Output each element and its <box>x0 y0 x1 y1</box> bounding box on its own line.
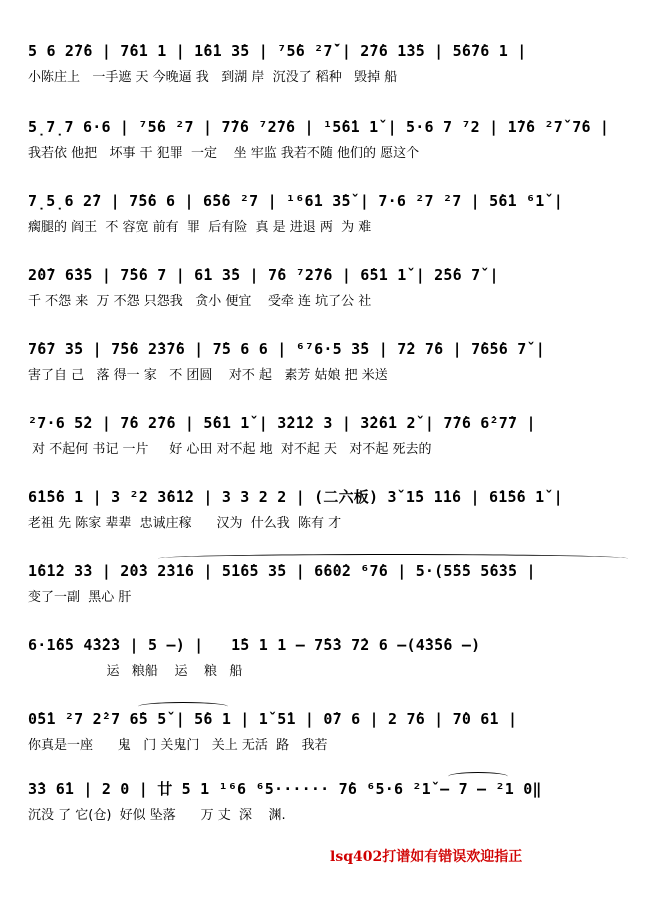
lyric-line: 运 粮船 运 粮 船 <box>28 664 243 679</box>
lyric-line: 千 不怨 来 万 不怨 只怨我 贪小 便宜 受牵 连 坑了公 社 <box>28 294 372 309</box>
lyric-line: 沉没 了 它(仓) 好似 坠落 万 丈 深 渊. <box>28 808 286 823</box>
lyric-line: 对 不起何 书记 一片 好 心田 对不起 地 对不起 天 对不起 死去的 <box>28 442 432 457</box>
notation-line: 6·1̇6̇5 4̇3̇2̇3 | 5 –) | 1̇5 1 1 – 7̇5̇3 7̇2 6 –(4̇3̇5̇6 –) <box>28 636 481 654</box>
notation-line: 1̇6̇1̇2 3̇3 | 2̇0̇3 2̇3̇1̇6 | 5̇1̇6̇5 3̇5 | 6̇6̇0̇2 ⁶7̇6 | 5·(5̇5̇5 5̇6̇3̇5 | <box>28 562 536 580</box>
lyric-line: 瘸腿的 阎王 不 容宽 前有 罪 后有险 真 是 进退 两 为 难 <box>28 220 372 235</box>
notation-line: 7̣5̣6 2̇7 | 7̇5̇6 6 | 6̇5̇6 ²7 | ¹⁶6̇1 3̇5ˇ| 7·6 ²7 ²7 | 5̇6̇1 ⁶1ˇ| <box>28 192 563 210</box>
notation-line: 2̇0̇7 6̇3̇5 | 7̇5̇6 7 | 6̇1 3̇5 | 7̇6 ⁷2̇7̇6 | 6̇5̇1 1ˇ| 2̇5̇6 7ˇ| <box>28 266 499 284</box>
notation-line: 5 6 2̇7̇6 | 7̇6̇1 1 | 1̇6̇1 3̇5 | ⁷5̇6 ²7̇ˇ| 2̇7̇6 1̇3̇5 | 5̇6̇7̇6 1 | <box>28 42 527 60</box>
notation-line: 3̇3 6̇1 | 2 0 | 廿 5 1 ¹⁶6 ⁶5······ 7̇6 ⁶5·6 ²1ˇ– 7 – ²1 0‖ <box>28 780 542 798</box>
notation-line: 6̇1̇5̇6 1 | 3 ²2 3̇6̇1̇2 | 3 3 2 2 | (二六板) 3ˇ1̇5 1̇1̇6 | 6̇1̇5̇6 1ˇ| <box>28 488 563 506</box>
lyric-line: 老祖 先 陈家 辈辈 忠诚庄稼 汉为 什么我 陈有 才 <box>28 516 342 531</box>
notation-line: 5̣7̣7 6·6 | ⁷5̇6 ²7 | 7̇7̇6 ⁷2̇7̇6 | ¹5̇6̇1 1ˇ| 5·6 7 ⁷2 | 1̇7̇6 ²7ˇ7̇6 | <box>28 118 610 136</box>
lyric-line: 我若依 他把 坏事 干 犯罪 一定 坐 牢监 我若不随 他们的 愿这个 <box>28 146 420 161</box>
notation-line: 7̇6̇7 3̇5 | 7̇5̇6 2̇3̇7̇6 | 7̇5 6 6 | ⁶⁷6·5 3̇5 | 7̇2 7̇6 | 7̇6̇5̇6 7ˇ| <box>28 340 545 358</box>
notation-line: 0̇5̇1 ²7 2̇²7 6̇5 5ˇ| 5̇6 1 | 1ˇ5̇1 | 0̇7 6 | 2 7̇6 | 7̇0 6̇1 | <box>28 710 518 728</box>
lyric-line: 变了一副 黑心 肝 <box>28 590 132 605</box>
lyric-line: 害了自 己 落 得一 家 不 团圆 对不 起 素芳 姑娘 把 米送 <box>28 368 388 383</box>
transcriber-credit: lsq402打谱如有错误欢迎指正 <box>330 849 523 865</box>
lyric-line: 你真是一座 鬼 门 关鬼门 关上 无活 路 我若 <box>28 738 328 753</box>
lyric-line: 小陈庄上 一手遮 天 今晚逼 我 到湖 岸 沉没了 稻种 毁掉 船 <box>28 70 398 85</box>
notation-line: ²7·6 5̇2 | 7̇6 2̇7̇6 | 5̇6̇1 1ˇ| 3̇2̇1̇2 3 | 3̇2̇6̇1 2ˇ| 7̇7̇6 6̇²7̇7 | <box>28 414 536 432</box>
